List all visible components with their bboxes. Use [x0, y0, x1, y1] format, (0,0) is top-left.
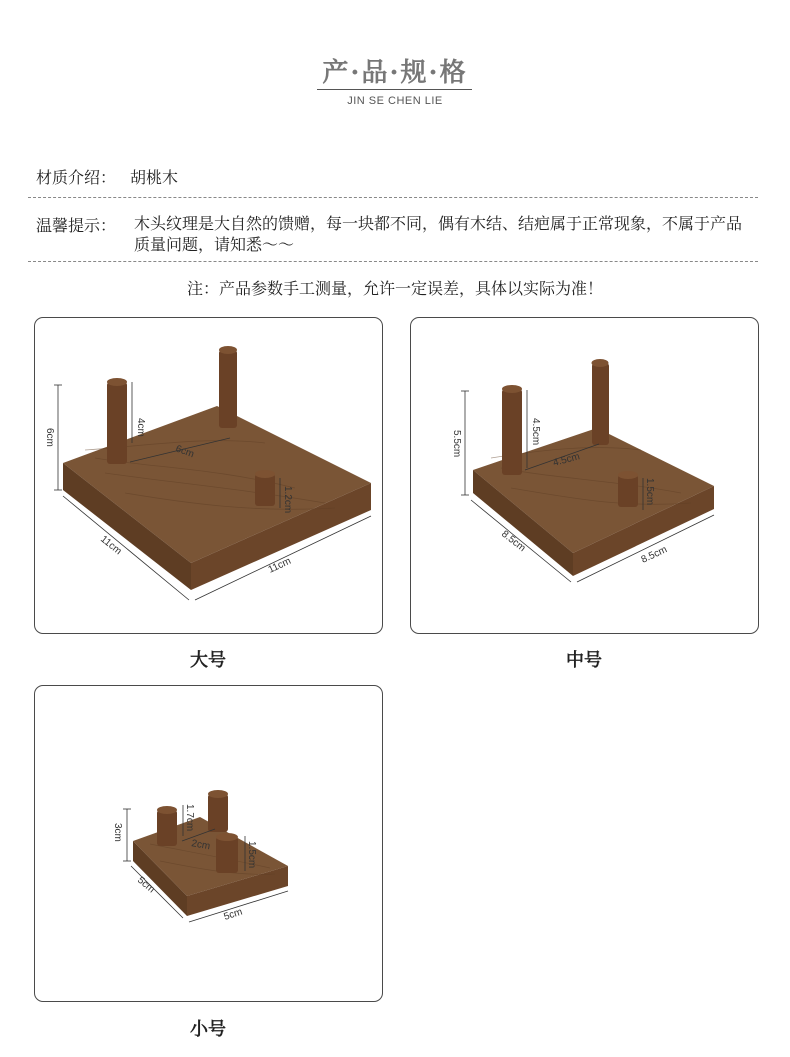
peg-tall-left — [107, 382, 127, 464]
product-card-medium — [410, 317, 759, 634]
size-label-small: 小号 — [190, 1019, 226, 1040]
measurement-note: 注：产品参数手工测量，允许一定误差，具体以实际为准！ — [186, 279, 603, 298]
material-label: 材质介绍： — [36, 168, 117, 187]
divider — [28, 197, 758, 198]
divider — [28, 261, 758, 262]
dim-left-peg: 4cm — [135, 418, 146, 437]
peg-tall-left — [502, 389, 522, 475]
product-illustration-small — [35, 686, 383, 1002]
product-illustration-medium — [411, 318, 759, 634]
size-label-large: 大号 — [190, 650, 226, 671]
dim-depth: 11cm — [98, 533, 124, 558]
peg-front — [216, 837, 238, 873]
dim-depth: 8.5cm — [499, 528, 528, 555]
product-card-large — [34, 317, 383, 634]
dim-left-peg: 1.7cm — [184, 804, 195, 832]
peg-tall-back — [219, 350, 237, 428]
dim-short-peg: 1.5cm — [644, 478, 655, 506]
size-label-medium: 中号 — [566, 650, 602, 671]
peg-short — [618, 475, 638, 507]
dim-height: 3cm — [112, 823, 123, 842]
section-title: 产·品·规·格 — [322, 58, 468, 88]
peg-short — [255, 474, 275, 506]
dim-left-peg: 4.5cm — [530, 418, 541, 446]
material-row — [36, 165, 178, 188]
dim-height: 5.5cm — [451, 430, 462, 458]
product-card-small — [34, 685, 383, 1002]
dim-width: 8.5cm — [639, 544, 669, 566]
product-illustration-large — [35, 318, 383, 634]
dim-width: 11cm — [266, 555, 293, 576]
tip-label: 温馨提示： — [36, 216, 117, 235]
section-subtitle: JIN SE CHEN LIE — [347, 95, 443, 107]
tip-text: 木头纹理是大自然的馈赠，每一块都不同，偶有木结、结疤属于正常现象，不属于产品质量问题，请知悉～～ — [134, 214, 743, 254]
dim-spacing: 4.5cm — [551, 451, 582, 469]
dim-short-peg: 1.2cm — [282, 486, 293, 514]
dim-width: 5cm — [222, 906, 244, 923]
peg-back — [208, 794, 228, 832]
peg-tall-back — [592, 363, 609, 445]
dim-short-peg: 1.5cm — [246, 841, 257, 869]
peg-left — [157, 810, 177, 846]
dim-spacing: 2cm — [190, 838, 212, 853]
title-rule — [317, 89, 472, 90]
dim-height: 6cm — [44, 428, 55, 447]
dim-spacing: 6cm — [173, 443, 196, 461]
material-value: 胡桃木 — [130, 168, 179, 187]
dim-depth: 5cm — [135, 874, 157, 896]
